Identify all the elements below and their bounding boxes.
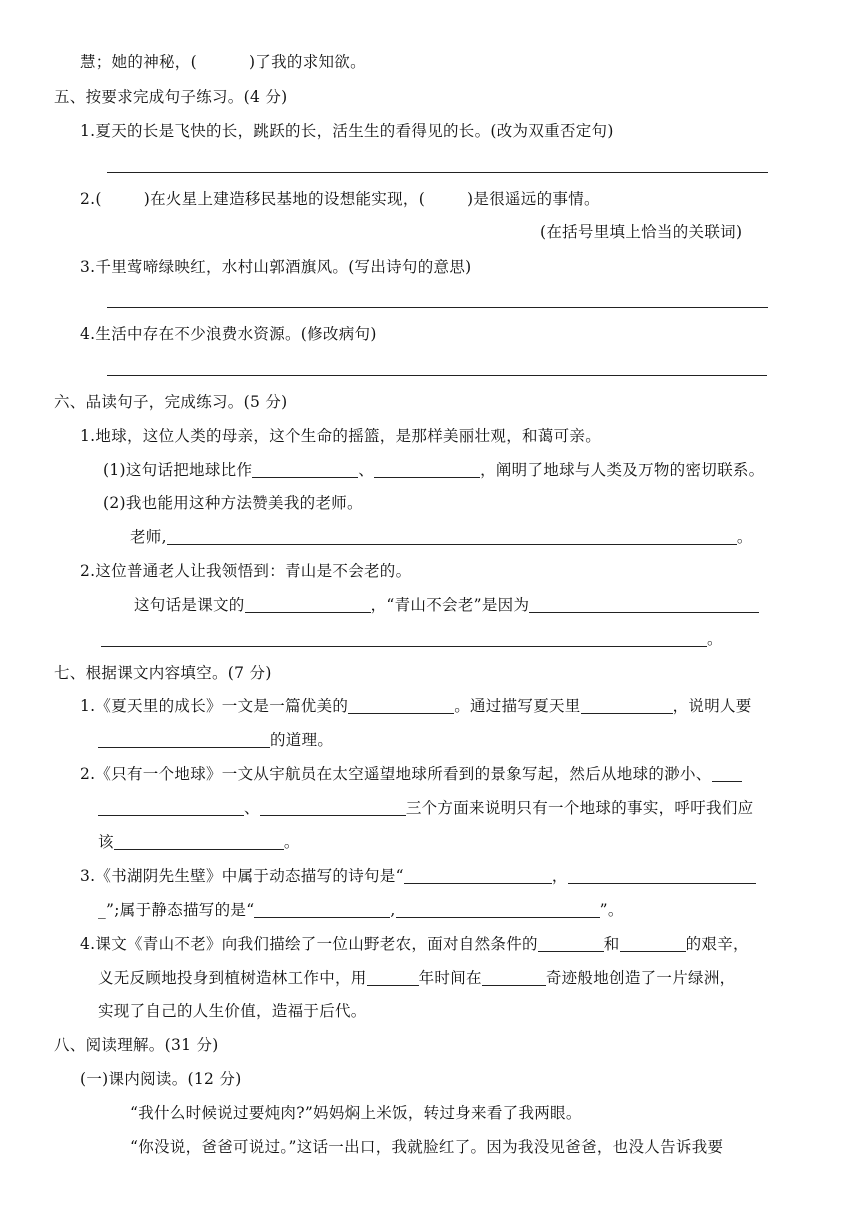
section6-q1-1: (1)这句话把地球比作 、 ，阐明了地球与人类及万物的密切联系。 <box>103 461 765 479</box>
section5-q4: 4.生活中存在不少浪费水资源。(修改病句) <box>80 325 377 343</box>
blank-s7-q3-a[interactable] <box>404 866 552 884</box>
blank-s7-q4-a[interactable] <box>538 934 604 952</box>
section7-q3: 3.《书湖阴先生壁》中属于动态描写的诗句是“ ， <box>80 865 756 887</box>
blank-s6-q1-2[interactable] <box>167 527 737 545</box>
section7-q4-cont: 义无反顾地投身到植树造林工作中，用 年时间在 奇迹般地创造了一片绿洲， <box>98 969 736 987</box>
section5-q1: 1.夏天的长是飞快的长，跳跃的长，活生生的看得见的长。(改为双重否定句) <box>80 122 614 140</box>
blank-s7-q2-c[interactable] <box>260 798 406 816</box>
section7-q2-cont2: 该 。 <box>98 833 300 851</box>
blank-s7-q3-b[interactable] <box>568 866 756 884</box>
blank-s6-q2-b[interactable] <box>529 595 759 613</box>
blank-s6-q1-1a[interactable] <box>252 460 358 478</box>
section7-q2: 2.《只有一个地球》一文从宇航员在太空遥望地球所看到的景象写起，然后从地球的渺小、 <box>80 763 742 785</box>
section8-heading: 八、阅读理解。(31 分) <box>54 1036 219 1054</box>
section6-q2: 2.这位普通老人让我领悟到：青山是不会老的。 <box>80 562 412 580</box>
section5-q2-note: (在括号里填上恰当的关联词) <box>540 223 743 241</box>
blank-s6-q2-a[interactable] <box>245 595 371 613</box>
blank-s7-q4-d[interactable] <box>482 968 546 986</box>
blank-s7-q3-d[interactable] <box>396 900 600 918</box>
section7-q1: 1.《夏天里的成长》一文是一篇优美的 。通过描写夏天里 ，说明人要 <box>80 697 752 715</box>
blank-s7-q1-a[interactable] <box>348 696 454 714</box>
blank-s7-q1-c[interactable] <box>98 730 270 748</box>
section5-heading: 五、按要求完成句子练习。(4 分) <box>54 88 288 106</box>
section7-q4: 4.课文《青山不老》向我们描绘了一位山野老农，面对自然条件的 和 的艰辛， <box>80 935 749 953</box>
blank-s7-q4-b[interactable] <box>620 934 686 952</box>
section8-p1: “我什么时候说过要炖肉?”妈妈焖上米饭，转过身来看了我两眼。 <box>130 1104 582 1122</box>
section7-q2-cont: 、 三个方面来说明只有一个地球的事实，呼吁我们应 <box>98 797 753 819</box>
blank-s7-q4-c[interactable] <box>367 968 419 986</box>
section6-q2-line: 这句话是课文的 ，“青山不会老”是因为 <box>134 594 759 616</box>
blank-s6-q1-1b[interactable] <box>374 460 480 478</box>
blank-s7-q1-b[interactable] <box>581 696 673 714</box>
blank-s7-q3-c[interactable] <box>254 900 390 918</box>
prev-question-tail: 慧；她的神秘，( )了我的求知欲。 <box>80 53 366 71</box>
section7-q4-cont2: 实现了自己的人生价值，造福于后代。 <box>98 1002 367 1020</box>
section5-q3: 3.千里莺啼绿映红，水村山郭酒旗风。(写出诗句的意思) <box>80 258 472 276</box>
section6-q1: 1.地球，这位人类的母亲，这个生命的摇篮，是那样美丽壮观，和蔼可亲。 <box>80 427 601 445</box>
section6-q1-2: (2)我也能用这种方法赞美我的老师。 <box>103 494 363 512</box>
section7-q1-cont: 的道理。 <box>98 729 333 751</box>
answer-line-s5-q4[interactable] <box>107 375 767 376</box>
section8-sub1: (一)课内阅读。(12 分) <box>80 1070 242 1088</box>
blank-s7-q2-a[interactable] <box>712 764 742 782</box>
blank-s6-q2-c[interactable] <box>101 629 707 647</box>
blank-s7-q2-d[interactable] <box>114 832 284 850</box>
section7-q3-cont: _”;属于静态描写的是“ , ”。 <box>98 901 624 919</box>
section6-q1-2-answer: 老师, 。 <box>130 528 753 546</box>
section7-heading: 七、根据课文内容填空。(7 分) <box>54 664 272 682</box>
answer-line-s5-q1[interactable] <box>107 172 768 173</box>
answer-line-s5-q3[interactable] <box>107 307 768 308</box>
section6-heading: 六、品读句子，完成练习。(5 分) <box>54 393 288 411</box>
section5-q2: 2.( )在火星上建造移民基地的设想能实现，( )是很遥远的事情。 <box>80 190 600 208</box>
blank-s7-q2-b[interactable] <box>98 798 244 816</box>
section8-p2: “你没说，爸爸可说过。”这话一出口，我就脸红了。因为我没见爸爸，也没人告诉我要 <box>130 1138 724 1156</box>
section6-q2-line2: 。 <box>101 628 723 650</box>
